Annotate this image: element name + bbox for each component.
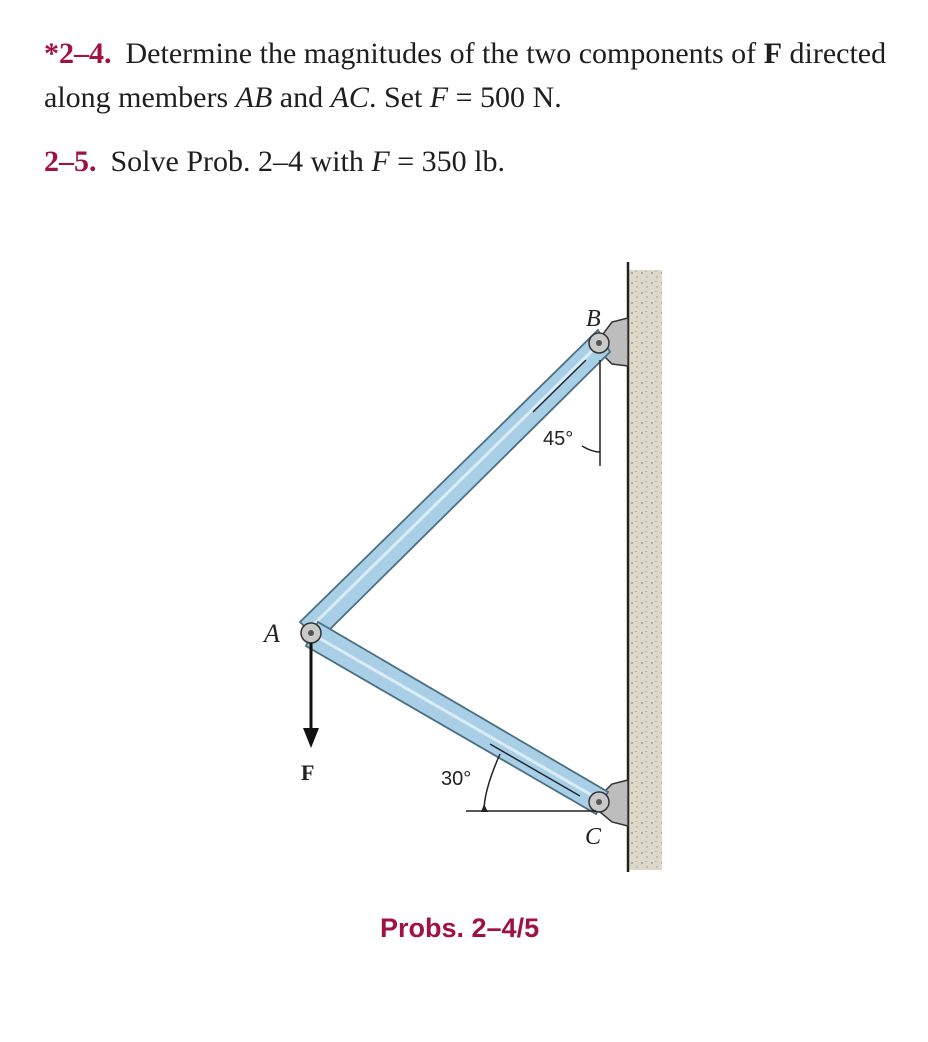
pin-c-center <box>596 799 602 805</box>
force-variable: F <box>429 81 449 114</box>
pin-a-center <box>308 630 314 636</box>
wall <box>628 270 662 870</box>
angle-30-label: 30° <box>441 768 472 790</box>
pin-b-center <box>596 340 602 346</box>
problem-number: 2–5. <box>44 145 97 178</box>
figure-caption: Probs. 2–4/5 <box>380 913 540 943</box>
angle-30-arrowhead <box>481 804 488 812</box>
force-symbol: F <box>763 37 783 70</box>
angle-30-arc <box>484 754 500 811</box>
label-f: F <box>301 760 315 785</box>
problem-text: and <box>279 81 324 114</box>
label-b: B <box>586 306 601 332</box>
force-variable: F <box>371 145 390 178</box>
problem-text: Determine the magnitudes of the two components of <box>125 37 757 70</box>
problem-number: *2–4. <box>44 37 112 70</box>
force-value: = 500 N. <box>455 81 562 114</box>
problem-text: . Set <box>368 81 423 114</box>
problem-text: directed along members <box>44 37 887 114</box>
problem-text: Solve Prob. 2–4 with <box>110 145 364 178</box>
force-arrowhead <box>303 728 319 748</box>
angle-45-label: 45° <box>543 428 574 450</box>
member-ab: AB <box>235 81 273 114</box>
label-c: C <box>585 824 602 850</box>
force-value: = 350 lb. <box>397 145 505 178</box>
angle-45-arc <box>582 446 600 452</box>
member-ac: AC <box>330 81 369 114</box>
label-a: A <box>264 619 280 648</box>
member-ab-highlight <box>310 345 598 628</box>
